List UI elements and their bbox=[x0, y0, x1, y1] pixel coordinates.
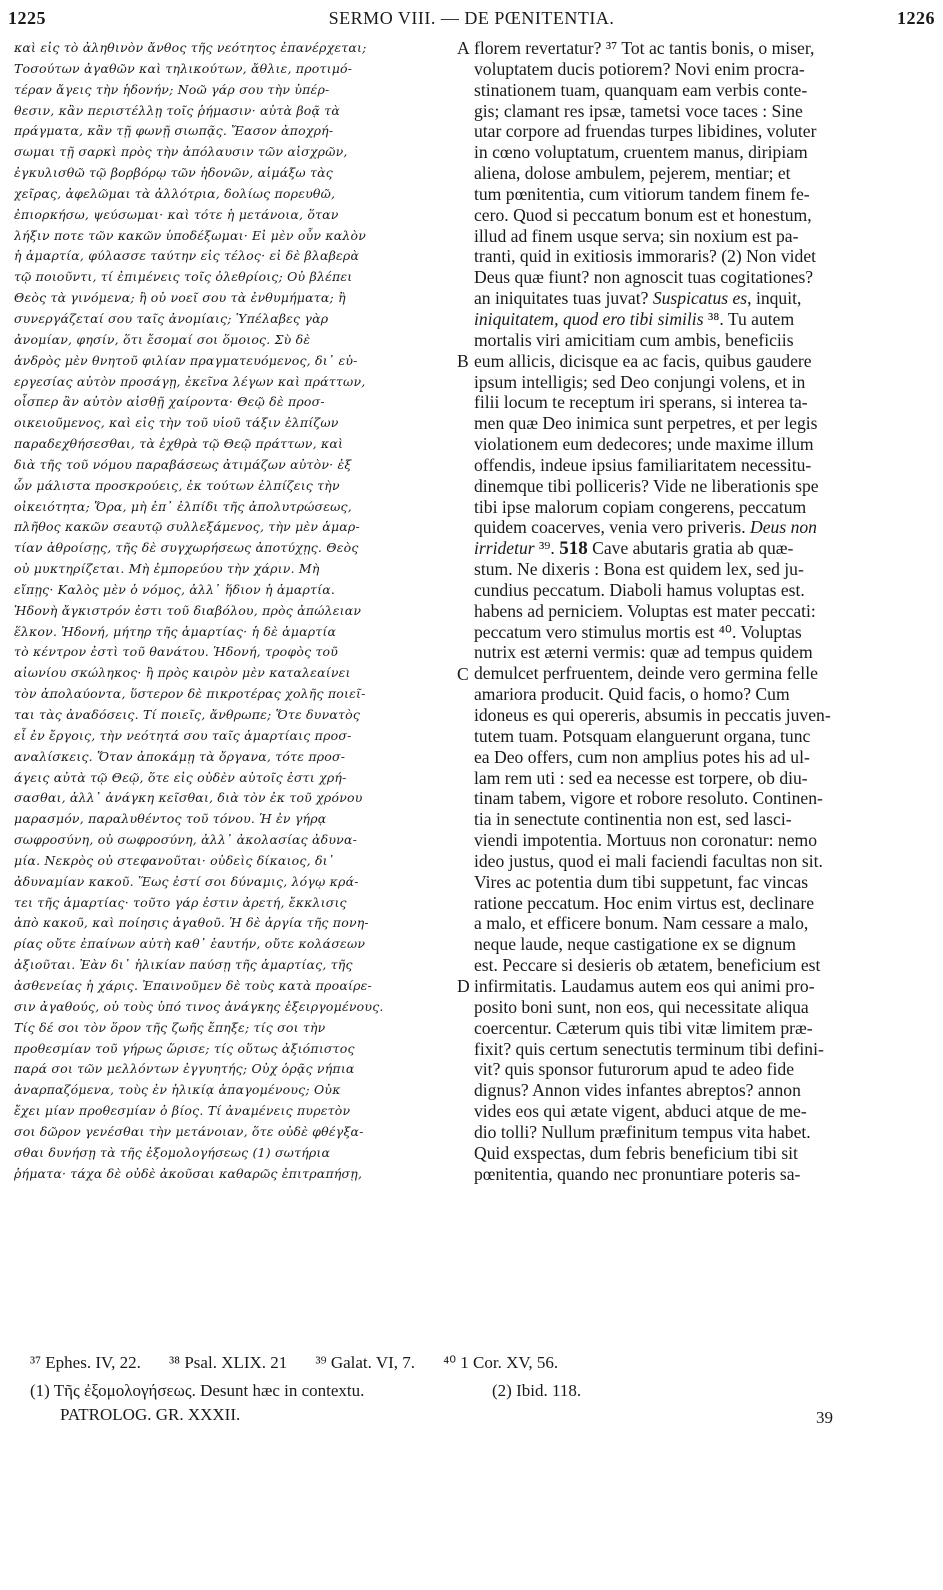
latin-line: est. Peccare si desieris ob ætatem, beneficium est bbox=[474, 955, 821, 976]
latin-line: vit? quis sponsor futurorum apud te adeo fide bbox=[474, 1059, 795, 1080]
greek-line: Ἡδονὴ ἄγκιστρόν ἐστι τοῦ διαβόλου, πρὸς ἀπώλειαν bbox=[14, 602, 362, 618]
greek-line: ται τὰς ἀναδόσεις. Τί ποιεῖς, ἄνθρωπε; Ὅτε δυνατὸς bbox=[14, 707, 361, 722]
latin-line: offendis, indeue ipsius familiaritatem necessitu- bbox=[474, 454, 812, 475]
greek-line: ἀδυναμίαν κακοῦ. Ἕως ἐστί σοι δύναμις, λόγῳ κρά- bbox=[14, 873, 359, 889]
latin-line: Deus quæ fiunt? non agnoscit tuas cogitationes? bbox=[474, 267, 814, 288]
latin-line: Vires ac potentia dum tibi suppetunt, fac vincas bbox=[474, 871, 809, 892]
greek-line: άγεις αὐτὰ τῷ Θεῷ, ὅτε εἰς οὐδὲν αὐτοῖς ἐστι χρή- bbox=[14, 769, 347, 785]
greek-line: αἰωνίου σκώληκος· ἢ πρὸς καιρὸν μὲν καταλεαίνει bbox=[14, 665, 351, 681]
greek-line: σθαι δυνήσῃ τὰ τῆς ἐξομολογήσεως (1) σωτήρια bbox=[14, 1144, 331, 1160]
greek-line: ἐγκυλισθῶ τῷ βορβόρῳ τῶν ἡδονῶν, αἱμάξω τὰς bbox=[14, 165, 333, 181]
greek-line: ἀνδρὸς μὲν θνητοῦ φιλίαν πραγματευόμενος, δι᾽ εὐ- bbox=[14, 352, 358, 368]
greek-line: Τίς δέ σοι τὸν ὅρον τῆς ζωῆς ἔπηξε; τίς σοι τὴν bbox=[14, 1019, 326, 1035]
latin-line: pœnitentia, quando nec pronuntiare poteris sa- bbox=[474, 1163, 801, 1184]
greek-line: ἡ ἁμαρτία, φύλασσε ταύτην εἰς τέλος· εἰ δὲ βλαβερὰ bbox=[14, 248, 360, 264]
greek-line: πλῆθος κακῶν σεαυτῷ συλλεξάμενος, τὴν μὲν ἁμαρ- bbox=[14, 519, 360, 535]
latin-line: idoneus es qui opereris, absumis in peccatis juven- bbox=[474, 705, 831, 725]
greek-line: μία. Νεκρὸς οὐ στεφανοῦται· οὐδεὶς δίκαιος, δι᾽ bbox=[14, 852, 335, 868]
latin-line: stum. Ne dixeris : Bona est quidem lex, sed ju- bbox=[474, 559, 804, 580]
latin-line: vides eos qui ætate vigent, abduci atque de me- bbox=[474, 1101, 807, 1122]
latin-line: ipsum intelligis; sed Deo conjungi volens, et in bbox=[474, 371, 806, 392]
greek-line: ρίας οὔτε ἐπαίνων αὐτὴ καθ᾽ ἑαυτήν, οὔτε κολάσεων bbox=[14, 936, 366, 952]
greek-line: τέραν ἄγεις τὴν ἡδονήν; Νοῶ γάρ σου τὴν ὑπέρ- bbox=[14, 81, 330, 97]
latin-line: mortalis viri amicitiam cum ambis, beneficiis bbox=[474, 329, 794, 350]
gathering-signature: 39 bbox=[816, 1408, 833, 1427]
greek-line: προθεσμίαν τοῦ γήρως ὥρισε; τίς οὕτως ἀξιόπιστος bbox=[14, 1040, 355, 1056]
latin-line: amariora producit. Quid facis, o homo? Cum bbox=[474, 684, 790, 705]
latin-italic: Suspicatus es bbox=[652, 288, 748, 309]
latin-italic: irridetur bbox=[474, 538, 535, 559]
greek-line: μαρασμόν, παραλυθέντος τοῦ τόνου. Ἡ ἐν γήρᾳ bbox=[14, 811, 327, 827]
greek-line: διὰ τῆς τοῦ νόμου παραβάσεως ἀτιμάζων αὐτὸν· ἐξ bbox=[14, 456, 352, 472]
greek-line: σοι δῶρον γενέσθαι τὴν μετάνοιαν, ὅτε οὐδὲ φθέγξα- bbox=[14, 1123, 364, 1139]
greek-line: πράγματα, κἂν τῇ φωνῇ σιωπᾷς. Ἔασον ἀποχρή- bbox=[14, 123, 334, 139]
latin-line: voluptatem ducis potiorem? Novi enim procra- bbox=[474, 58, 805, 79]
latin-line: cundius peccatum. Diaboli hamus voluptas est. bbox=[474, 579, 805, 600]
greek-line: χεῖρας, ἀφελῶμαι τὰ ἀλλότρια, δολίως πορευθῶ, bbox=[14, 185, 336, 201]
latin-line: tinam tabem, vigore et robore resoluto. Continen- bbox=[474, 788, 823, 809]
footnote-ref: ³⁷ Ephes. IV, 22. bbox=[30, 1353, 141, 1372]
greek-column bbox=[14, 38, 454, 1184]
latin-line: florem revertatur? ³⁷ Tot ac tantis bonis, o miser, bbox=[474, 38, 815, 58]
greek-line: τὸ κέντρον ἐστὶ τοῦ θανάτου. Ἡδονή, τροφὸς τοῦ bbox=[14, 644, 339, 660]
greek-line: συνεργάζεταί σου ταῖς ἀνομίαις; Ὑπέλαβες γὰρ bbox=[14, 310, 329, 326]
greek-line: ἔχει μίαν προθεσμίαν ὁ βίος. Τί ἀναμένεις πυρετὸν bbox=[14, 1103, 351, 1119]
latin-line: eum allicis, dicisque ea ac facis, quibus gaudere bbox=[474, 350, 812, 371]
latin-line: infirmitatis. Laudamus autem eos qui animi pro- bbox=[474, 975, 815, 996]
latin-line: neque laude, neque castigatione ex se dignum bbox=[474, 934, 796, 955]
latin-line: ratione peccatum. Hoc enim virtus est, declinare bbox=[474, 892, 815, 913]
latin-line: cero. Quod si peccatum bonum est et honestum, bbox=[474, 204, 812, 225]
latin-line: tranti, quid in exitiosis immoraris? (2) Non videt bbox=[474, 246, 817, 267]
greek-line: ῥήματα· τάχα δὲ οὐδὲ ἀκοῦσαι καθαρῶς ἐπιτραπήσῃ, bbox=[14, 1165, 363, 1181]
greek-line: εἴπῃς· Καλὸς μὲν ὁ νόμος, ἀλλ᾽ ἥδιον ἡ ἁμαρτία. bbox=[14, 581, 336, 597]
greek-line: παραδεχθήσεσθαι, τὰ ἐχθρὰ τῷ Θεῷ πράττων, καὶ bbox=[14, 436, 344, 452]
latin-line: ideo justus, quod ei mali faciendi facultas non sit. bbox=[474, 850, 823, 871]
greek-line: σωφροσύνη, οὐ σωφροσύνη, ἀλλ᾽ ἀκολασίας ἀδυνα- bbox=[14, 832, 358, 848]
latin-line: tibi ipse malorum copiam congerens, peccatum bbox=[474, 496, 807, 517]
greek-line: οἷσπερ ἂν αὐτὸν αἰσθῇ χαίροντα· Θεῷ δὲ προσ- bbox=[14, 394, 325, 410]
margin-letter: D bbox=[457, 976, 470, 997]
latin-line: a malo, et efficere bonum. Nam cessare a malo, bbox=[474, 913, 809, 934]
greek-line: τῷ ποιοῦντι, τί ἐπιμένεις τοῖς ὀλεθρίοις; Οὐ βλέπει bbox=[14, 269, 353, 285]
latin-line: aliena, dolose ambulem, pejerem, mentiar; et bbox=[474, 163, 791, 184]
greek-line: σιν ἀγαθούς, οὐ τοὺς ὑπό τινος ἀνάγκης ἐξειργομένους. bbox=[14, 998, 384, 1014]
footnote-ref: ³⁸ Psal. XLIX. 21 bbox=[169, 1353, 288, 1372]
greek-line: αναλίσκεις. Ὅταν ἀποκάμῃ τὰ ὄργανα, τότε προσ- bbox=[14, 748, 346, 764]
latin-line: fixit? quis certum senectutis terminum tibi defini- bbox=[474, 1038, 824, 1059]
latin-line: lam rem uti : sed ea necesse est torpere, ob diu- bbox=[474, 767, 808, 788]
latin-line: nutrix est æterni vermis: quæ ad tempus quidem bbox=[474, 642, 813, 663]
latin-line: utar corpore ad fruendas turpes libidines, voluter bbox=[474, 121, 817, 142]
latin-line: viendi impotentia. Mortuus non coronatur: nemo bbox=[474, 830, 818, 851]
latin-line: dinemque tibi polliceris? Vide ne liberationis spe bbox=[474, 475, 819, 496]
latin-line: stinationem tuam, quanquam eam verbis conte- bbox=[474, 79, 808, 100]
greek-line: καὶ εἰς τὸ ἀληθινὸν ἄνθος τῆς νεότητος ἐπανέρχεται; bbox=[14, 40, 367, 55]
latin-line: in cœno voluptatum, cruentem manus, diripiam bbox=[474, 142, 808, 163]
latin-line: tutem tuam. Potsquam elanguerunt organa, tunc bbox=[474, 725, 811, 746]
footnote-refs bbox=[30, 1353, 582, 1373]
greek-line: τὸν ἀπολαύοντα, ὕστερον δὲ πικροτέρας χολῆς ποιεῖ- bbox=[14, 686, 366, 702]
latin-text: ³⁹. bbox=[534, 538, 560, 559]
latin-line: dignus? Annon vides infantes abreptos? annon bbox=[474, 1080, 801, 1101]
footnote-note-2: (2) Ibid. 118. bbox=[492, 1381, 582, 1400]
latin-line: violationem eum dedecores; unde maxime illum bbox=[474, 434, 814, 455]
latin-line: ea Deo offers, cum non amplius potes his ad ul- bbox=[474, 746, 810, 767]
latin-line bbox=[474, 538, 928, 559]
latin-line bbox=[474, 517, 928, 538]
latin-line: filii locum te receptum iri sperans, si interea ta- bbox=[474, 392, 808, 413]
margin-letter: A bbox=[457, 38, 470, 58]
greek-line: τει τῆς ἁμαρτίας· τοῦτο γάρ ἐστιν ἀρετή, ἔκκλισις bbox=[14, 894, 347, 910]
greek-line: ὧν μάλιστα προσκρούεις, ἐκ τούτων ἐλπίζεις τὴν bbox=[14, 477, 340, 493]
page-number-left: 1225 bbox=[8, 8, 46, 28]
latin-line: men quæ Deo inimica sunt perpetres, et per legis bbox=[474, 413, 818, 434]
greek-line: οὐ μυκτηρίζεται. Μὴ ἐμπορεύου τὴν χάριν. Μὴ bbox=[14, 561, 320, 577]
footnote-note-1: (1) Τῆς ἐξομολογήσεως. Desunt hæc in contextu. bbox=[30, 1381, 365, 1400]
greek-line: ἐπιορκήσω, ψεύσωμαι· καὶ τότε ἡ μετάνοια, ὅταν bbox=[14, 206, 339, 222]
latin-line: habens ad perniciem. Voluptas est mater peccati: bbox=[474, 600, 816, 621]
greek-line: σασθαι, ἀλλ᾽ ἀνάγκη κεῖσθαι, διὰ τὸν ἐκ τοῦ χρόνου bbox=[14, 790, 363, 806]
latin-line bbox=[474, 288, 928, 309]
greek-line: Τοσούτων ἀγαθῶν καὶ τηλικούτων, ἄθλιε, προτιμό- bbox=[14, 60, 353, 76]
greek-line: σωμαι τῇ σαρκὶ πρὸς τὴν ἀπόλαυσιν τῶν αἰσχρῶν, bbox=[14, 144, 348, 160]
greek-line: παρά σοι τῶν μελλόντων ἐγγυητής; Οὐχ ὁρᾷς νήπια bbox=[14, 1061, 355, 1077]
greek-line: οικειοῦμενος, καὶ εἰς τὴν τοῦ υἱοῦ τάξιν ἐλπίζων bbox=[14, 415, 339, 431]
patrolog-signature: PATROLOG. GR. XXXII. bbox=[60, 1405, 241, 1424]
latin-line: posito boni sunt, non eos, qui necessitate aliqua bbox=[474, 996, 809, 1017]
latin-line: coercentur. Cæterum quis tibi vitæ limitem præ- bbox=[474, 1017, 813, 1038]
greek-line: οἰκειότητα; Ὅρα, μὴ ἐπ᾽ ἐλπίδι τῆς ἀπολυτρώσεως, bbox=[14, 498, 352, 514]
latin-line: peccatum vero stimulus mortis est ⁴⁰. Voluptas bbox=[474, 621, 802, 642]
greek-line: εργεσίας αὐτὸν προσάγῃ, ἐκεῖνα λέγων καὶ πράττων, bbox=[14, 373, 366, 389]
latin-line: tum pœnitentia, cum vitiorum tandem finem fe- bbox=[474, 183, 810, 204]
greek-line: ἀσθενείας ἡ χάρις. Ἐπαινοῦμεν δὲ τοὺς κατὰ προαίρε- bbox=[14, 977, 372, 993]
latin-text: ³⁸. Tu autem bbox=[703, 308, 795, 329]
latin-line: tia in senectute continentia non est, sed lasci- bbox=[474, 809, 792, 830]
latin-italic: Deus non bbox=[750, 517, 817, 538]
latin-line: demulcet perfruentem, deinde vero germina felle bbox=[474, 663, 818, 684]
latin-italic: iniquitatem, quod ero tibi similis bbox=[474, 308, 704, 329]
latin-line: gis; clamant res ipsæ, tametsi voce taces : Sine bbox=[474, 100, 803, 121]
footnote-ref: ³⁹ Galat. VI, 7. bbox=[315, 1353, 416, 1372]
running-title: SERMO VIII. — DE PŒNITENTIA. bbox=[328, 8, 615, 28]
latin-line: illud ad finem usque serva; sin noxium est pa- bbox=[474, 225, 799, 246]
greek-line: εἶ ἐν ἔργοις, τὴν νεότητά σου ταῖς ἁμαρτίαις προσ- bbox=[14, 727, 352, 743]
column-number: 518 bbox=[559, 538, 588, 560]
margin-letter: B bbox=[457, 350, 469, 371]
latin-line: dio tolli? Nullum præfinitum tempus vita habet. bbox=[474, 1121, 811, 1142]
footnote-ref: ⁴⁰ 1 Cor. XV, 56. bbox=[443, 1353, 559, 1372]
page-number-right: 1226 bbox=[897, 8, 935, 28]
greek-line: λήξιν ποτε τῶν κακῶν ὑποδέξωμαι· Εἰ μὲν οὖν καλὸν bbox=[14, 227, 367, 243]
greek-line: ἀξιοῦται. Ἐὰν δι᾽ ἡλικίαν παύσῃ τῆς ἁμαρτίας, τῆς bbox=[14, 957, 353, 973]
latin-text: quidem coacerves, venia vero priveris. bbox=[474, 517, 751, 538]
greek-line: ἀπὸ κακοῦ, καὶ ποίησις ἀγαθοῦ. Ἡ δὲ ἀργία τῆς πονη- bbox=[14, 915, 369, 931]
latin-line bbox=[474, 309, 928, 330]
greek-line: Θεὸς τὰ γινόμενα; ἢ οὐ νοεῖ σου τὰ ἐνθυμήματα; ἢ bbox=[14, 290, 346, 306]
greek-line: ἀναρπαζόμενα, τοὺς ἐν ἡλικίᾳ ἀπαγομένους; Οὐκ bbox=[14, 1082, 341, 1098]
margin-letter: C bbox=[457, 663, 469, 684]
running-header bbox=[8, 8, 935, 34]
latin-line: Quid exspectas, dum febris beneficium tibi sit bbox=[474, 1142, 798, 1163]
greek-line: τίαν ἀθροίσῃς, τῆς δὲ συγχωρήσεως ἀποτύχῃς. Θεὸς bbox=[14, 540, 359, 556]
latin-text: , inquit, bbox=[747, 288, 802, 309]
latin-text: an iniquitates tuas juvat? bbox=[474, 288, 653, 309]
greek-line: ἕλκον. Ἡδονή, μήτηρ τῆς ἁμαρτίας· ἡ δὲ ἁμαρτία bbox=[14, 623, 337, 639]
greek-line: θεσιν, κἂν περιστέλλῃ τοῖς ῥήμασιν· αὐτὰ βοᾷ τὰ bbox=[14, 102, 341, 118]
latin-text: Cave abutaris gratia ab quæ- bbox=[587, 538, 794, 559]
greek-line: ἀνομίαν, φησίν, ὅτι ἔσομαί σοι ὅμοιος. Σὺ δὲ bbox=[14, 331, 311, 347]
latin-column bbox=[474, 38, 928, 1184]
